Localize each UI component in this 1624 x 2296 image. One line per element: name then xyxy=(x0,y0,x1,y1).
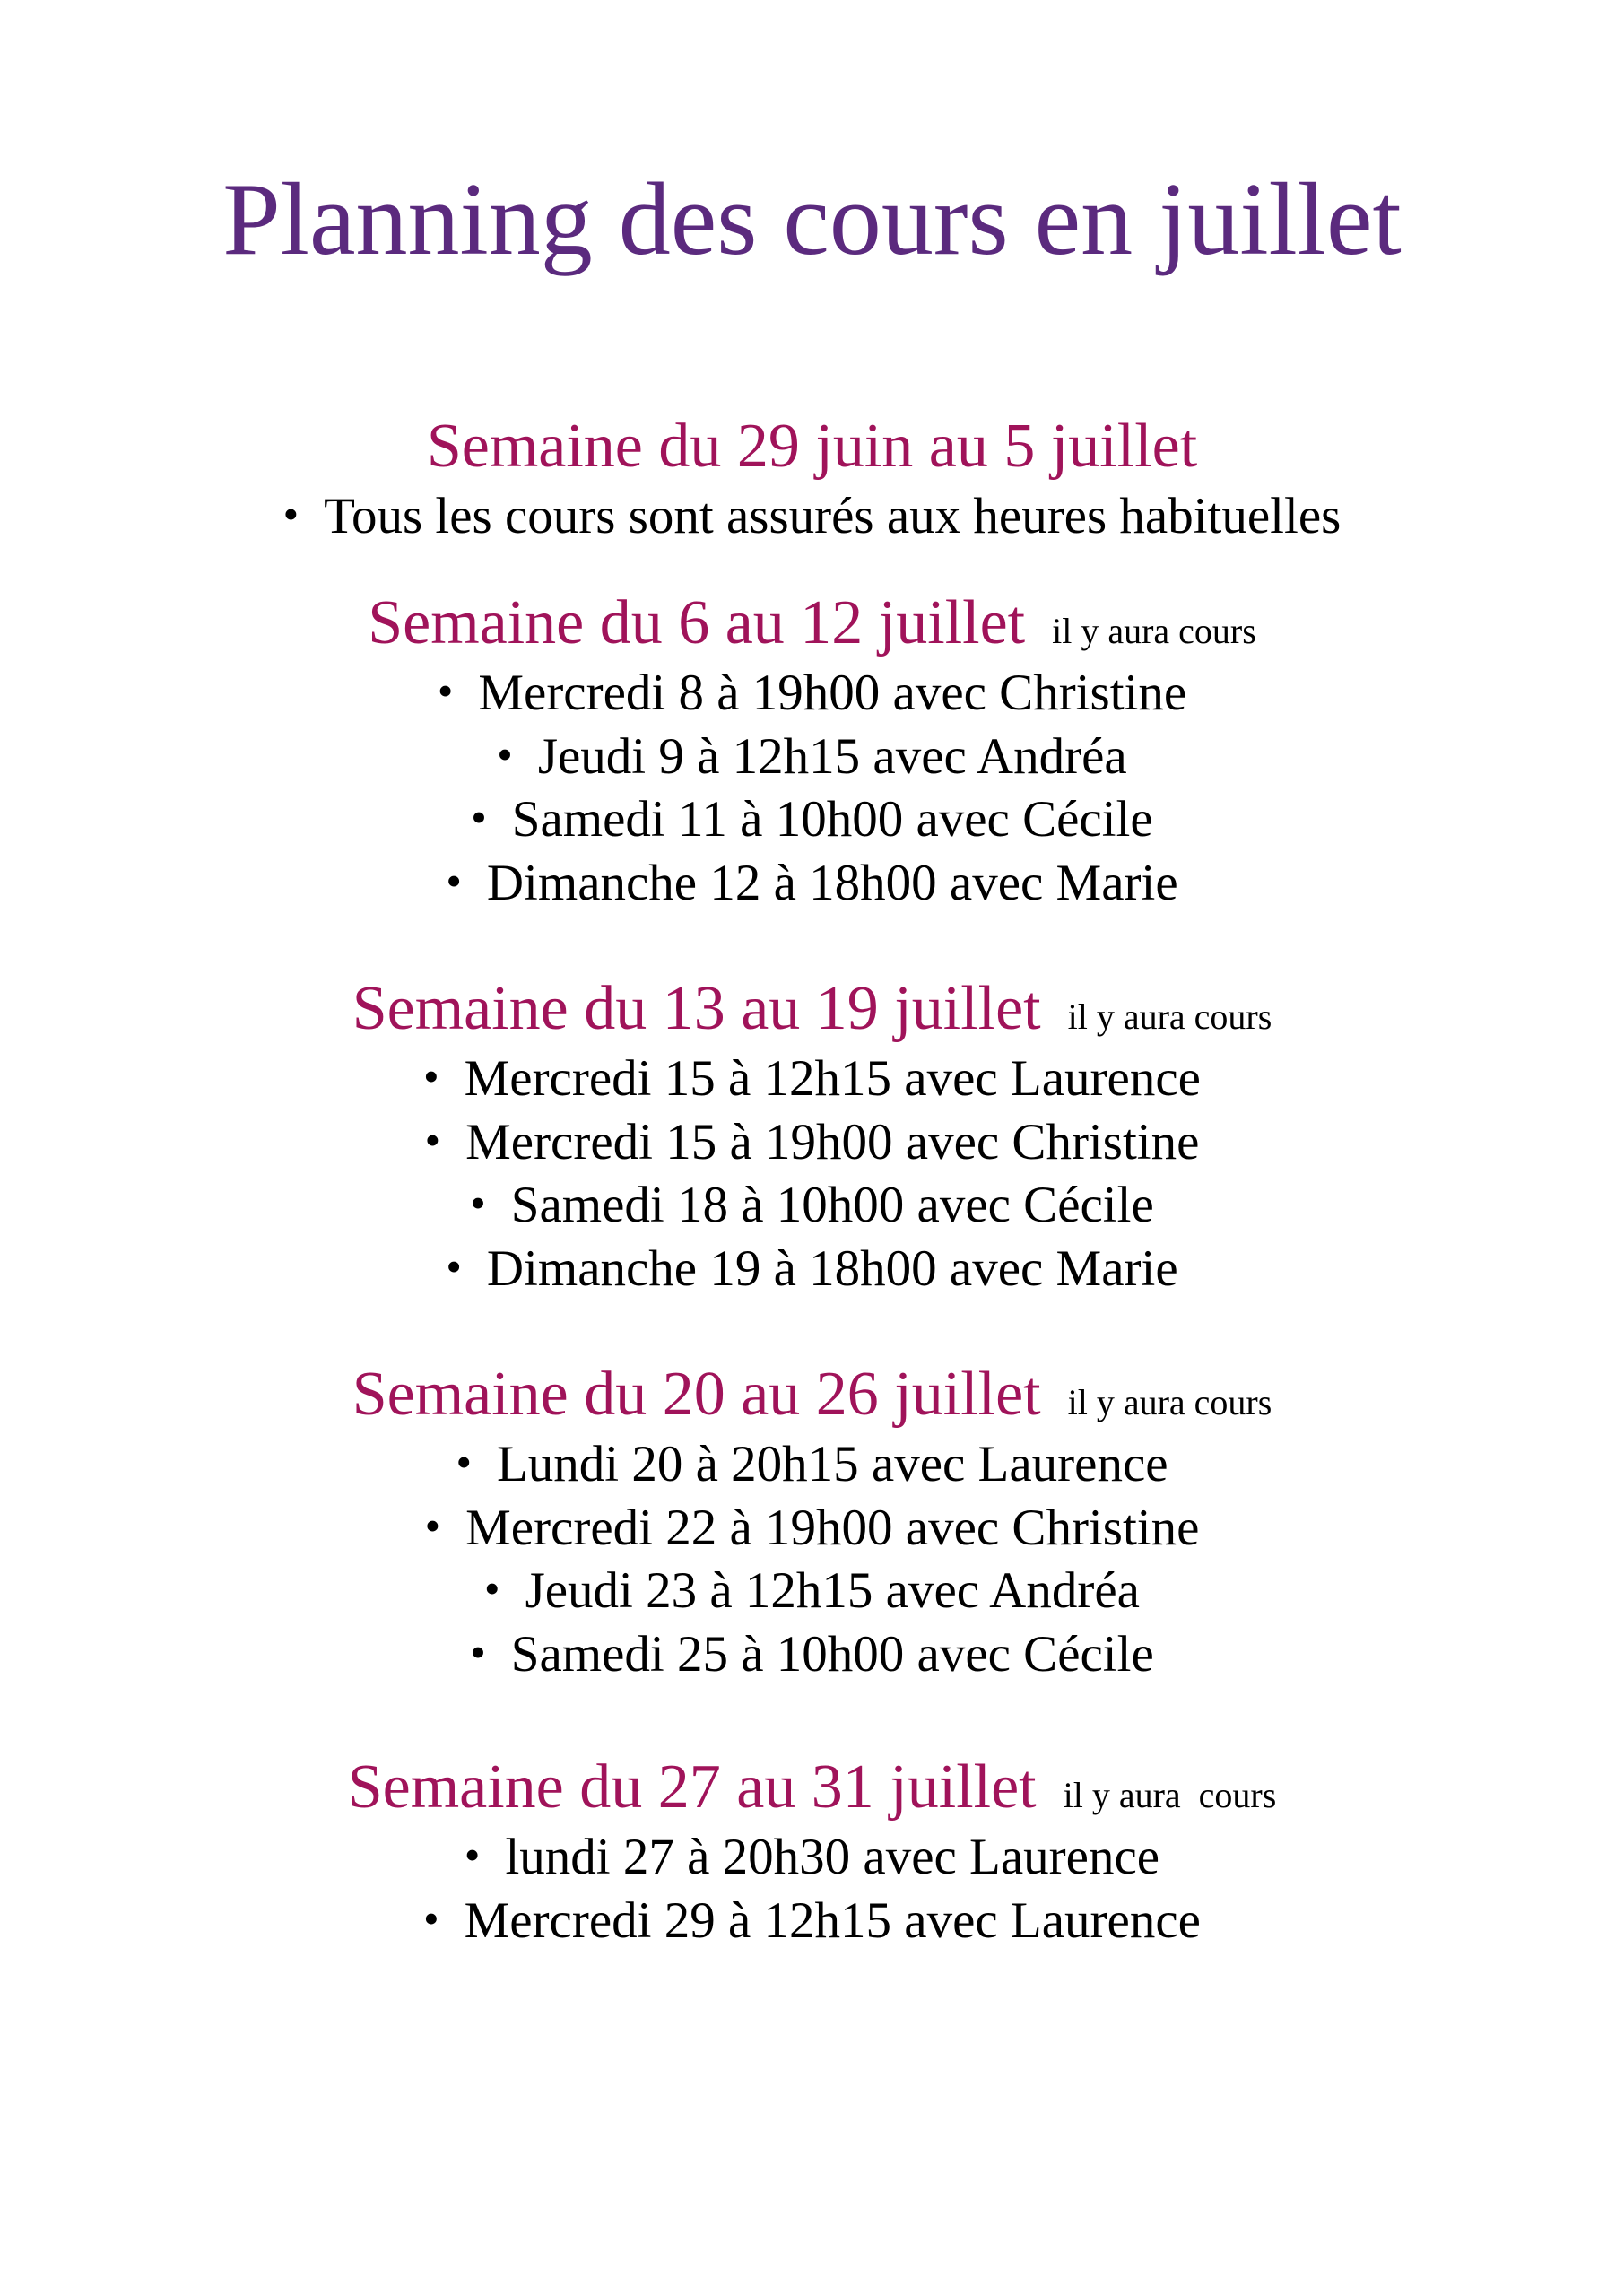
week-section-3 xyxy=(0,970,1624,1300)
course-text: Tous les cours sont assurés aux heures habituelles xyxy=(324,488,1342,544)
course-text: Samedi 11 à 10h00 avec Cécile xyxy=(511,791,1153,848)
course-list xyxy=(0,1048,1624,1300)
bullet-icon: • xyxy=(423,1892,439,1944)
course-text: lundi 27 à 20h30 avec Laurence xyxy=(505,1829,1160,1885)
course-list xyxy=(0,1826,1624,1952)
week-label: Semaine du 20 au 26 juillet xyxy=(352,1360,1041,1429)
week-section-4 xyxy=(0,1356,1624,1686)
week-label: Semaine du 27 au 31 juillet xyxy=(347,1752,1037,1822)
bullet-icon: • xyxy=(484,1563,500,1613)
bullet-icon: • xyxy=(497,728,513,779)
course-text: Mercredi 15 à 19h00 avec Christine xyxy=(465,1113,1200,1170)
bullet-icon: • xyxy=(424,1500,441,1551)
bullet-icon: • xyxy=(437,665,454,716)
list-item xyxy=(0,662,1624,726)
course-list xyxy=(0,485,1624,549)
list-item xyxy=(0,852,1624,916)
course-text: Samedi 25 à 10h00 avec Cécile xyxy=(510,1625,1154,1683)
week-label: Semaine du 29 juin au 5 juillet xyxy=(426,412,1198,481)
week-section-5 xyxy=(0,1749,1624,1952)
bullet-icon: • xyxy=(446,855,462,906)
week-heading xyxy=(0,585,1624,662)
bullet-icon: • xyxy=(282,489,300,539)
course-list xyxy=(0,1433,1624,1686)
week-note: il y aura cours xyxy=(1067,996,1272,1037)
course-text: Mercredi 29 à 12h15 avec Laurence xyxy=(464,1892,1201,1949)
course-text: Jeudi 23 à 12h15 avec Andréa xyxy=(525,1562,1140,1619)
week-heading xyxy=(0,408,1624,485)
course-list xyxy=(0,662,1624,915)
list-item xyxy=(0,1623,1624,1687)
course-text: Mercredi 22 à 19h00 avec Christine xyxy=(465,1499,1200,1556)
bullet-icon: • xyxy=(424,1114,441,1165)
bullet-icon: • xyxy=(423,1051,439,1101)
page-title: Planning des cours en juillet xyxy=(222,162,1402,277)
week-label: Semaine du 13 au 19 juillet xyxy=(352,974,1041,1043)
list-item xyxy=(0,1826,1624,1890)
course-text: Dimanche 12 à 18h00 avec Marie xyxy=(486,854,1178,911)
list-item xyxy=(0,1111,1624,1175)
course-text: Samedi 18 à 10h00 avec Cécile xyxy=(510,1177,1154,1233)
list-item xyxy=(0,1048,1624,1111)
week-label: Semaine du 6 au 12 juillet xyxy=(368,588,1026,657)
list-item xyxy=(0,485,1624,549)
list-item xyxy=(0,1238,1624,1301)
list-item xyxy=(0,1560,1624,1623)
list-item xyxy=(0,1890,1624,1953)
course-text: Lundi 20 à 20h15 avec Laurence xyxy=(496,1436,1168,1492)
week-note: il y aura cours xyxy=(1052,611,1256,651)
list-item xyxy=(0,1174,1624,1238)
list-item xyxy=(0,726,1624,789)
bullet-icon: • xyxy=(456,1437,472,1487)
list-item xyxy=(0,1433,1624,1497)
week-heading xyxy=(0,1356,1624,1433)
course-text: Dimanche 19 à 18h00 avec Marie xyxy=(486,1239,1178,1297)
list-item xyxy=(0,1497,1624,1561)
week-note: il y aura cours xyxy=(1063,1775,1277,1815)
bullet-icon: • xyxy=(464,1830,481,1880)
week-section-2 xyxy=(0,585,1624,915)
course-text: Jeudi 9 à 12h15 avec Andréa xyxy=(537,727,1127,785)
list-item xyxy=(0,788,1624,852)
bullet-icon: • xyxy=(446,1240,462,1292)
bullet-icon: • xyxy=(470,1178,486,1228)
course-text: Mercredi 8 à 19h00 avec Christine xyxy=(478,665,1187,721)
week-heading xyxy=(0,1749,1624,1826)
week-heading xyxy=(0,970,1624,1048)
course-text: Mercredi 15 à 12h15 avec Laurence xyxy=(464,1050,1201,1107)
week-note: il y aura cours xyxy=(1067,1382,1272,1422)
bullet-icon: • xyxy=(471,792,487,842)
bullet-icon: • xyxy=(470,1626,486,1677)
week-section-1 xyxy=(0,408,1624,549)
